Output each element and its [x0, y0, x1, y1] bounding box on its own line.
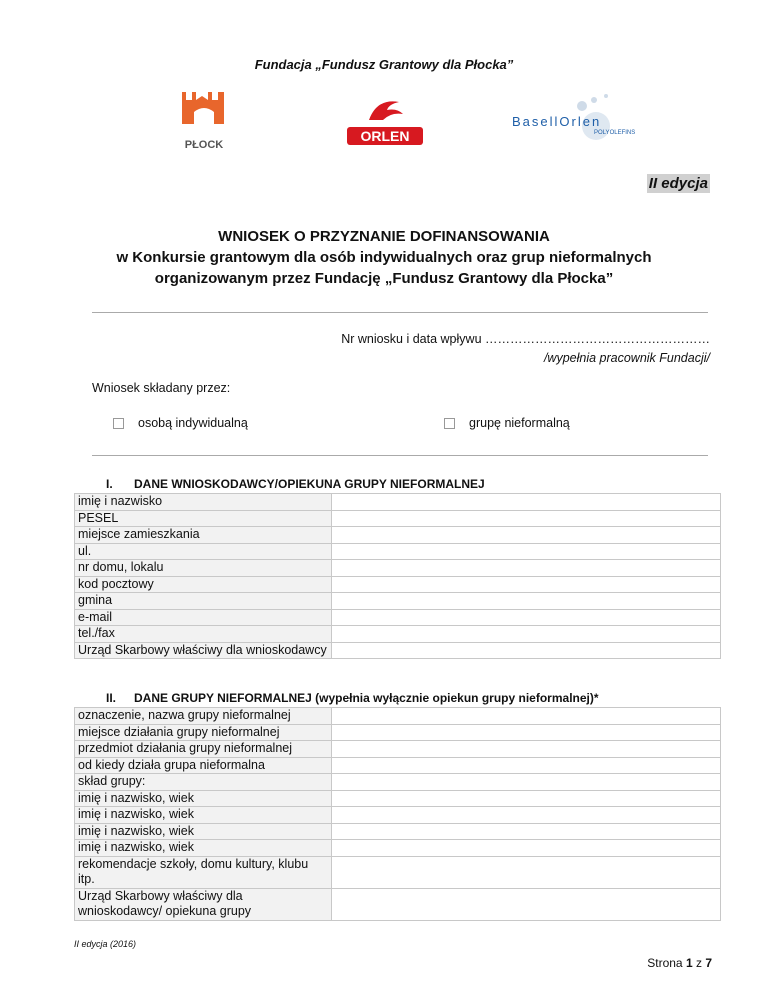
form-row: [75, 543, 721, 560]
basell-logo-subtext: POLYOLEFINS: [594, 130, 636, 136]
orlen-logo-text: ORLEN: [347, 127, 423, 145]
field-label: Urząd Skarbowy właściwy dla wnioskodawcy: [75, 642, 332, 659]
field-label: imię i nazwisko: [75, 494, 332, 511]
field-label: ul.: [75, 543, 332, 560]
field-value-input[interactable]: [332, 510, 721, 527]
field-value-input[interactable]: [332, 774, 721, 791]
field-label: Urząd Skarbowy właściwy dla wnioskodawcy/ opiekuna grupy: [75, 888, 332, 920]
checkbox-group[interactable]: [444, 418, 455, 429]
field-value-input[interactable]: [332, 888, 721, 920]
field-label: miejsce zamieszkania: [75, 527, 332, 544]
field-label: rekomendacje szkoły, domu kultury, klubu itp.: [75, 856, 332, 888]
field-value-input[interactable]: [332, 626, 721, 643]
field-value-input[interactable]: [332, 560, 721, 577]
form-row: [75, 527, 721, 544]
field-value-input[interactable]: [332, 757, 721, 774]
field-value-input[interactable]: [332, 840, 721, 857]
field-value-input[interactable]: [332, 856, 721, 888]
field-value-input[interactable]: [332, 724, 721, 741]
option-individual-label: osobą indywidualną: [138, 416, 248, 430]
field-label: imię i nazwisko, wiek: [75, 790, 332, 807]
submitted-by-label: Wniosek składany przez:: [92, 381, 231, 395]
title-line-2: w Konkursie grantowym dla osób indywidualnych oraz grup nieformalnych: [116, 249, 652, 266]
group-data-table: [74, 707, 721, 921]
field-label: imię i nazwisko, wiek: [75, 823, 332, 840]
form-row: [75, 560, 721, 577]
form-row: [75, 856, 721, 888]
footer-edition: II edycja (2016): [74, 939, 137, 949]
plock-logo-text: PŁOCK: [184, 139, 224, 151]
application-number-label: Nr wniosku i data wpływu ………………………………………………: [341, 332, 710, 346]
option-individual[interactable]: [113, 416, 248, 430]
basell-orlen-logo: [512, 92, 662, 148]
form-row: [75, 774, 721, 791]
basell-logo-text: BasellOrlen: [512, 114, 602, 129]
form-row: [75, 708, 721, 725]
field-value-input[interactable]: [332, 494, 721, 511]
section-1-heading: [92, 477, 485, 491]
checkbox-individual[interactable]: [113, 418, 124, 429]
plock-castle-icon: [178, 90, 230, 130]
form-row: [75, 593, 721, 610]
field-label: gmina: [75, 593, 332, 610]
field-label: nr domu, lokalu: [75, 560, 332, 577]
field-value-input[interactable]: [332, 823, 721, 840]
field-value-input[interactable]: [332, 790, 721, 807]
form-row: [75, 741, 721, 758]
orlen-logo: [347, 96, 423, 146]
page-current: 1: [685, 956, 693, 970]
field-value-input[interactable]: [332, 593, 721, 610]
field-value-input[interactable]: [332, 807, 721, 824]
field-value-input[interactable]: [332, 543, 721, 560]
orlen-eagle-icon: [347, 96, 423, 122]
application-number-block: [341, 330, 710, 368]
form-row: [75, 807, 721, 824]
field-label: tel./fax: [75, 626, 332, 643]
field-value-input[interactable]: [332, 576, 721, 593]
form-row: [75, 757, 721, 774]
page-number: [647, 956, 712, 970]
option-group-label: grupę nieformalną: [469, 416, 570, 430]
form-row: [75, 724, 721, 741]
edition-label: II edycja: [648, 175, 708, 192]
section-1-title: DANE WNIOSKODAWCY/OPIEKUNA GRUPY NIEFORMALNEJ: [134, 477, 485, 491]
field-label: kod pocztowy: [75, 576, 332, 593]
form-row: [75, 790, 721, 807]
plock-logo: [178, 90, 230, 154]
form-row: [75, 626, 721, 643]
option-group[interactable]: [444, 416, 570, 430]
application-number-note: /wypełnia pracownik Fundacji/: [543, 351, 710, 365]
page-of: z: [695, 956, 702, 970]
page-prefix: Strona: [647, 956, 683, 970]
divider-top: [92, 312, 708, 313]
field-label: e-mail: [75, 609, 332, 626]
form-row: [75, 888, 721, 920]
document-title: [0, 226, 768, 289]
form-row: [75, 494, 721, 511]
foundation-header: Fundacja „Fundusz Grantowy dla Płocka”: [254, 57, 514, 72]
form-row: [75, 510, 721, 527]
title-line-1: WNIOSEK O PRZYZNANIE DOFINANSOWANIA: [218, 228, 550, 245]
section-2-number: II.: [106, 691, 117, 705]
section-1-number: I.: [106, 477, 113, 491]
form-row: [75, 642, 721, 659]
field-label: skład grupy:: [75, 774, 332, 791]
title-line-3: organizowanym przez Fundację „Fundusz Grantowy dla Płocka”: [154, 270, 614, 287]
section-2-heading: [92, 691, 599, 705]
field-value-input[interactable]: [332, 642, 721, 659]
field-value-input[interactable]: [332, 741, 721, 758]
field-label: od kiedy działa grupa nieformalna: [75, 757, 332, 774]
field-value-input[interactable]: [332, 609, 721, 626]
field-value-input[interactable]: [332, 527, 721, 544]
field-label: imię i nazwisko, wiek: [75, 840, 332, 857]
applicant-data-table: [74, 493, 721, 659]
field-label: miejsce działania grupy nieformalnej: [75, 724, 332, 741]
divider-middle: [92, 455, 708, 456]
form-row: [75, 840, 721, 857]
form-row: [75, 576, 721, 593]
field-label: PESEL: [75, 510, 332, 527]
section-2-title: DANE GRUPY NIEFORMALNEJ (wypełnia wyłącznie opiekun grupy nieformalnej)*: [134, 691, 599, 705]
form-row: [75, 609, 721, 626]
field-label: przedmiot działania grupy nieformalnej: [75, 741, 332, 758]
field-value-input[interactable]: [332, 708, 721, 725]
form-row: [75, 823, 721, 840]
page-total: 7: [705, 956, 712, 970]
field-label: imię i nazwisko, wiek: [75, 807, 332, 824]
field-label: oznaczenie, nazwa grupy nieformalnej: [75, 708, 332, 725]
